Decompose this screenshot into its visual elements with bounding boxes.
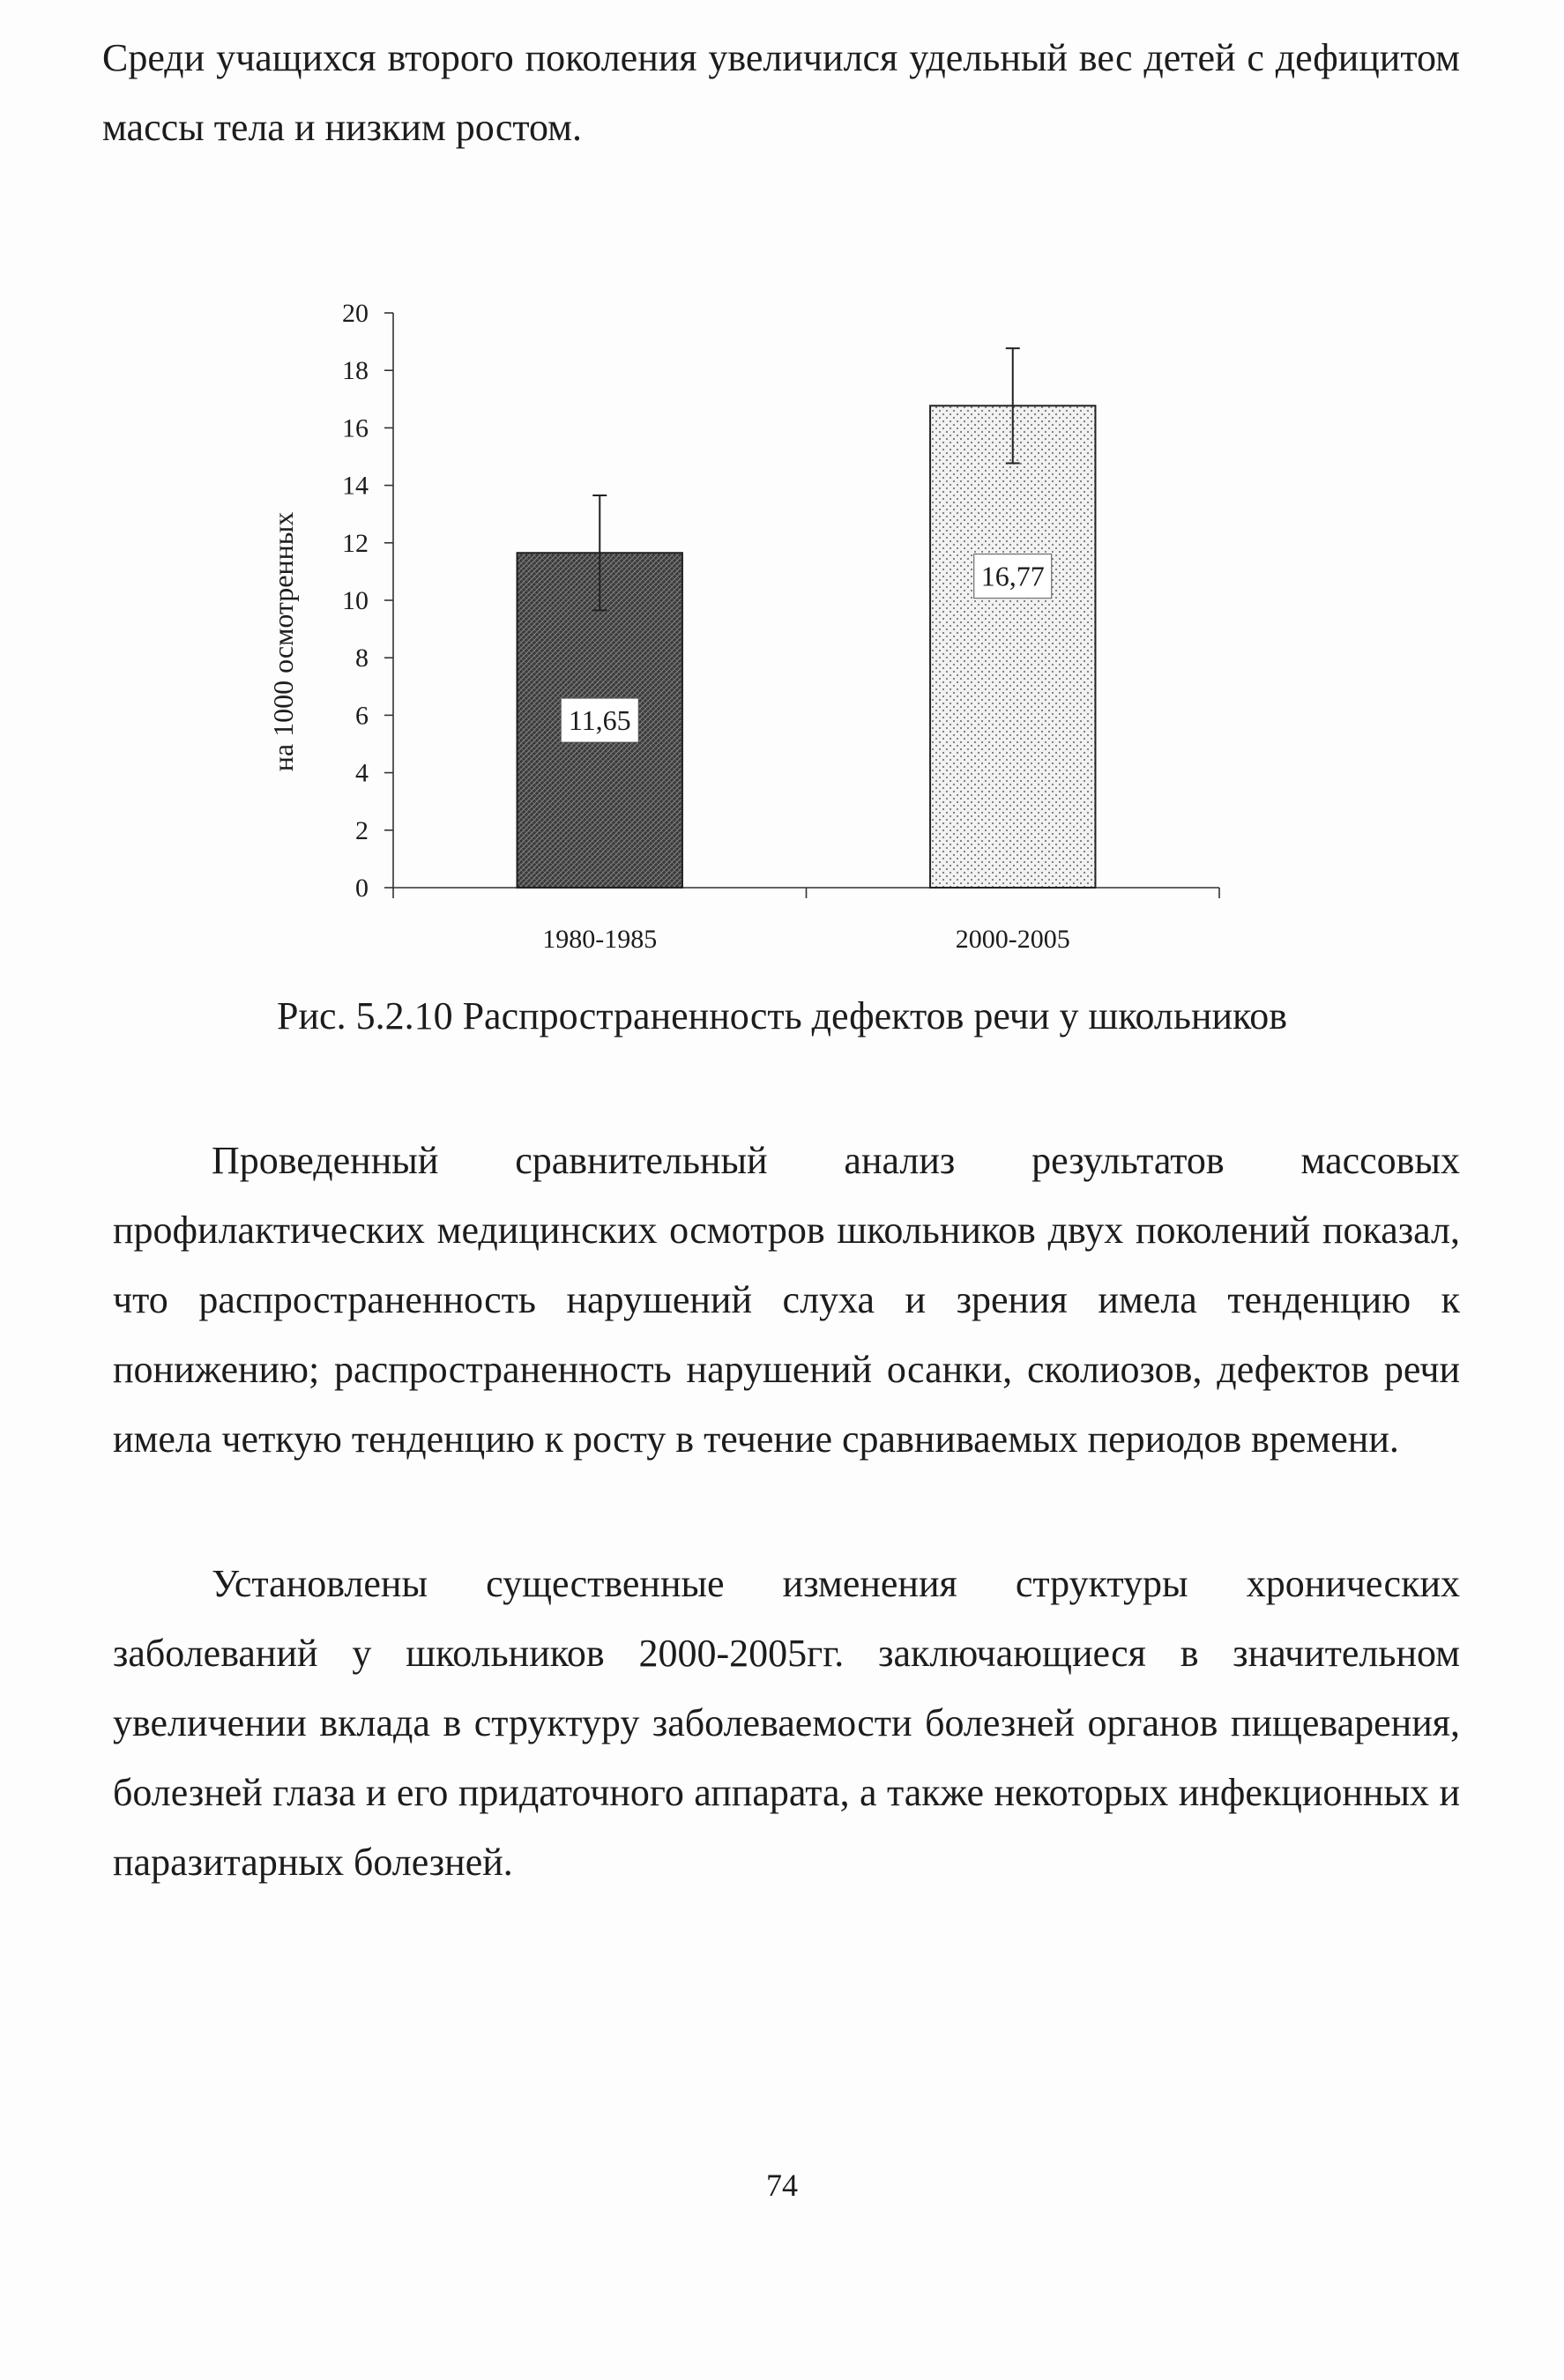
page-number: 74 <box>766 2168 798 2203</box>
y-axis-label: на 1000 осмотренных <box>267 511 299 772</box>
y-tick-label: 14 <box>342 471 369 501</box>
intro-paragraph: Среди учащихся второго поколения увеличился удельный вес детей с дефицитом массы тела и низким ростом. <box>102 36 1460 149</box>
bar-chart <box>0 0 1564 970</box>
y-tick-label: 6 <box>355 701 369 731</box>
chart-bars <box>518 348 1096 888</box>
y-tick-label: 20 <box>342 299 369 328</box>
body-paragraph-2: Установлены существенные изменения структуры хронических заболеваний у школьников 2000-2005гг. заключающиеся в значительном увеличении вклада в структуру заболеваемости болезней органов пищеварения, болезней глаза и его придаточного аппарата, а также некоторых инфекционных и паразитарных болезней. <box>113 1562 1460 1884</box>
y-tick-label: 0 <box>355 874 369 903</box>
y-tick-label: 10 <box>342 586 369 615</box>
category-label: 2000-2005 <box>955 925 1070 954</box>
y-tick-label: 18 <box>342 356 369 386</box>
data-label: 16,77 <box>980 560 1045 592</box>
bar-2000-2005 <box>930 405 1095 888</box>
y-tick-label: 12 <box>342 528 369 558</box>
category-label: 1980-1985 <box>542 925 658 954</box>
figure-caption: Рис. 5.2.10 Распространенность дефектов речи у школьников <box>277 994 1287 1038</box>
data-label: 11,65 <box>568 704 631 737</box>
y-tick-label: 4 <box>355 758 369 788</box>
body-paragraph-1: Проведенный сравнительный анализ результатов массовых профилактических медицинских осмотров школьников двух поколений показал, что распространенность нарушений слуха и зрения имела тенденцию к понижению; распространенность нарушений осанки, сколиозов, дефектов речи имела четкую тенденцию к росту в течение сравниваемых периодов времени. <box>113 1139 1460 1461</box>
y-tick-label: 16 <box>342 413 369 443</box>
y-tick-label: 2 <box>355 815 369 845</box>
y-tick-label: 8 <box>355 643 369 673</box>
